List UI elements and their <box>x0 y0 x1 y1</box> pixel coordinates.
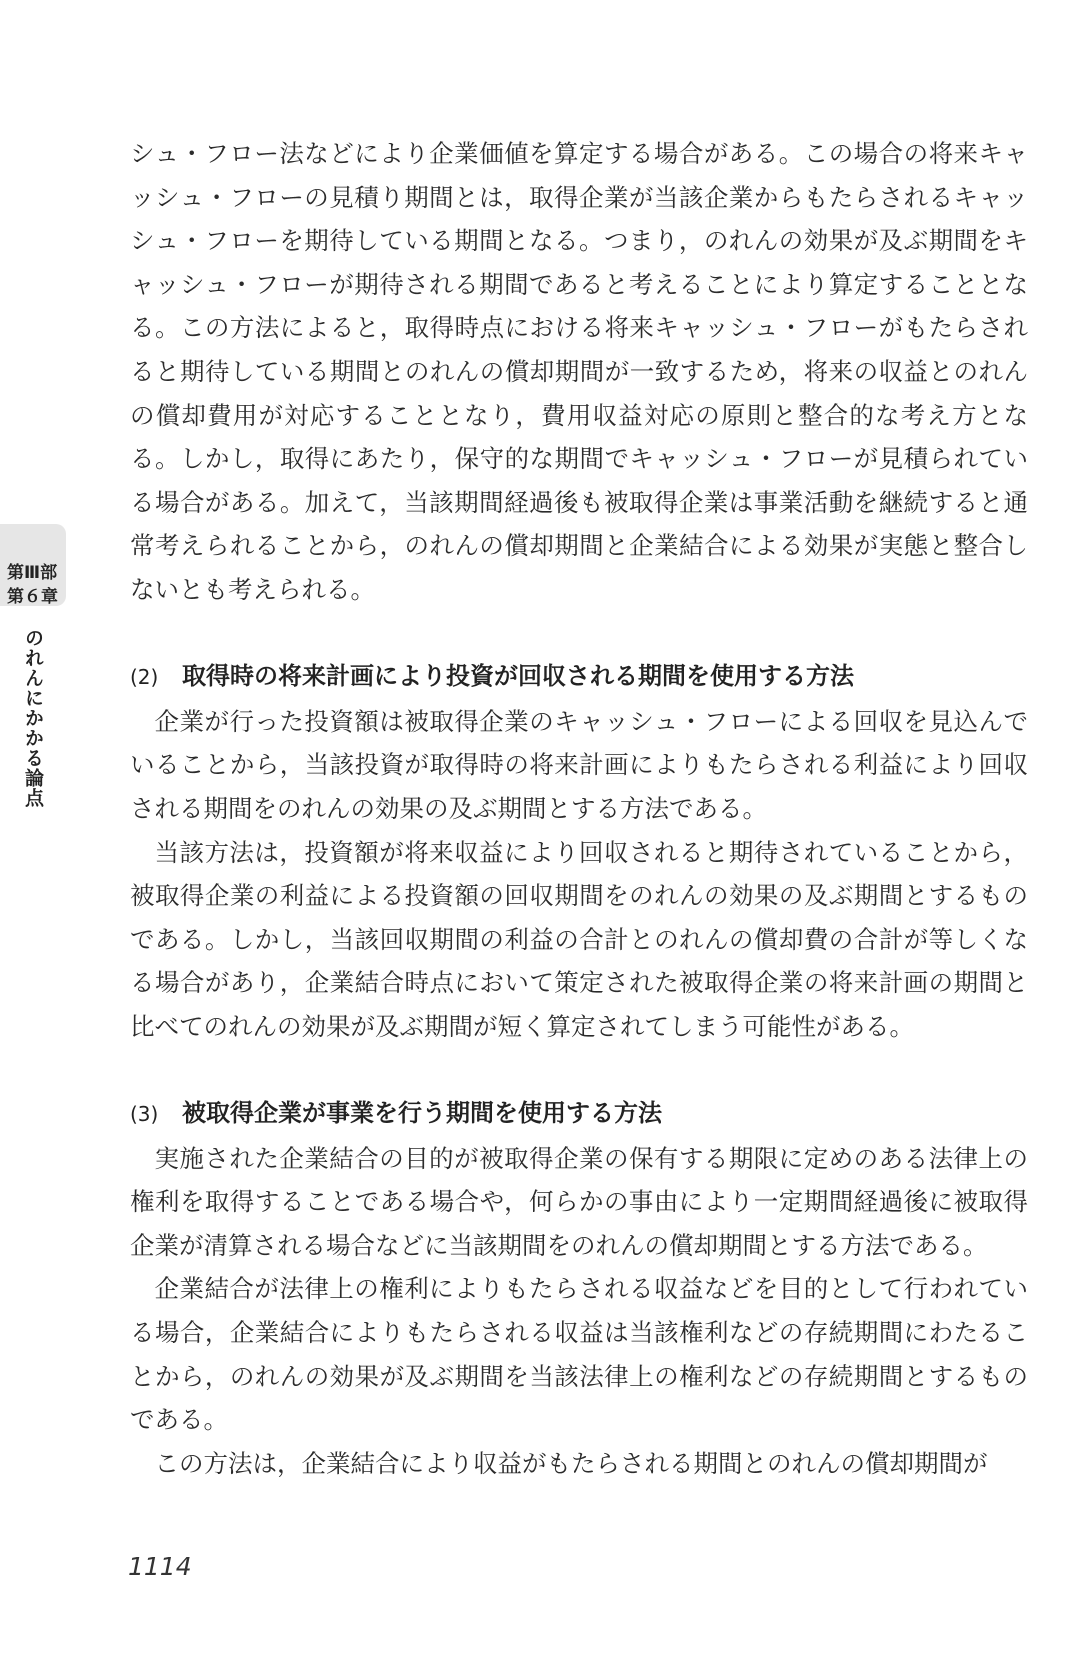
section-3-paragraph-2: 企業結合が法律上の権利によりもたらされる収益などを目的として行われている場合，企業結合によりもたらされる収益は当該権利などの存続期間にわたることから，のれんの効果が及ぶ期間を当該法律上の権利などの存続期間とするものである。 <box>130 1274 1028 1435</box>
section-3-paragraph-1: 実施された企業結合の目的が被取得企業の保有する期限に定めのある法律上の権利を取得することである場合や，何らかの事由により一定期間経過後に被取得企業が清算される場合などに当該期間をのれんの償却期間とする方法である。 <box>130 1143 1028 1260</box>
section-2-paragraph-1: 企業が行った投資額は被取得企業のキャッシュ・フローによる回収を見込んでいることから，当該投資が取得時の将来計画によりもたらされる利益により回収される期間をのれんの効果の及ぶ期間とする方法である。 <box>130 706 1028 823</box>
part-label: 第Ⅲ部 <box>7 563 58 583</box>
section-2-paragraph-2: 当該方法は，投資額が将来収益により回収されると期待されていることから，被取得企業の利益による投資額の回収期間をのれんの効果の及ぶ期間とするものである。しかし，当該回収期間の利益の合計とのれんの償却費の合計が等しくなる場合があり，企業結合時点において策定された被取得企業の将来計画の期間と比べてのれんの効果が及ぶ期間が短く算定されてしまう可能性がある。 <box>130 837 1028 1041</box>
chapter-title-vertical: のれんにかかる論点 <box>22 628 44 808</box>
section-3-number: (3) <box>130 1102 159 1127</box>
section-gap <box>130 612 1028 656</box>
section-3-paragraph-3: この方法は，企業結合により収益がもたらされる期間とのれんの償却期間が <box>154 1448 988 1478</box>
chapter-label: 第６章 <box>7 587 58 607</box>
section-2-title: 取得時の将来計画により投資が回収される期間を使用する方法 <box>182 662 854 691</box>
section-3-title: 被取得企業が事業を行う期間を使用する方法 <box>182 1099 662 1128</box>
main-text <box>130 132 1028 1485</box>
section-2-heading <box>130 655 1028 700</box>
section-3-heading <box>130 1092 1028 1137</box>
intro-paragraph: シュ・フロー法などにより企業価値を算定する場合がある。この場合の将来キャッシュ・フローの見積り期間とは，取得企業が当該企業からもたらされるキャッシュ・フローを期待している期間となる。つまり，のれんの効果が及ぶ期間をキャッシュ・フローが期待される期間であると考えることにより算定することとなる。この方法によると，取得時点における将来キャッシュ・フローがもたらされると期待している期間とのれんの償却期間が一致するため，将来の収益とのれんの償却費用が対応することとなり，費用収益対応の原則と整合的な考え方となる。しかし，取得にあたり，保守的な期間でキャッシュ・フローが見積られている場合がある。加えて，当該期間経過後も被取得企業は事業活動を継続すると通常考えられることから，のれんの償却期間と企業結合による効果が実態と整合しないとも考えられる。 <box>130 139 1028 604</box>
page-number: 1114 <box>128 1552 192 1581</box>
section-2-number: (2) <box>130 665 159 690</box>
chapter-thumb-tab <box>0 524 66 606</box>
section-gap <box>130 1048 1028 1092</box>
